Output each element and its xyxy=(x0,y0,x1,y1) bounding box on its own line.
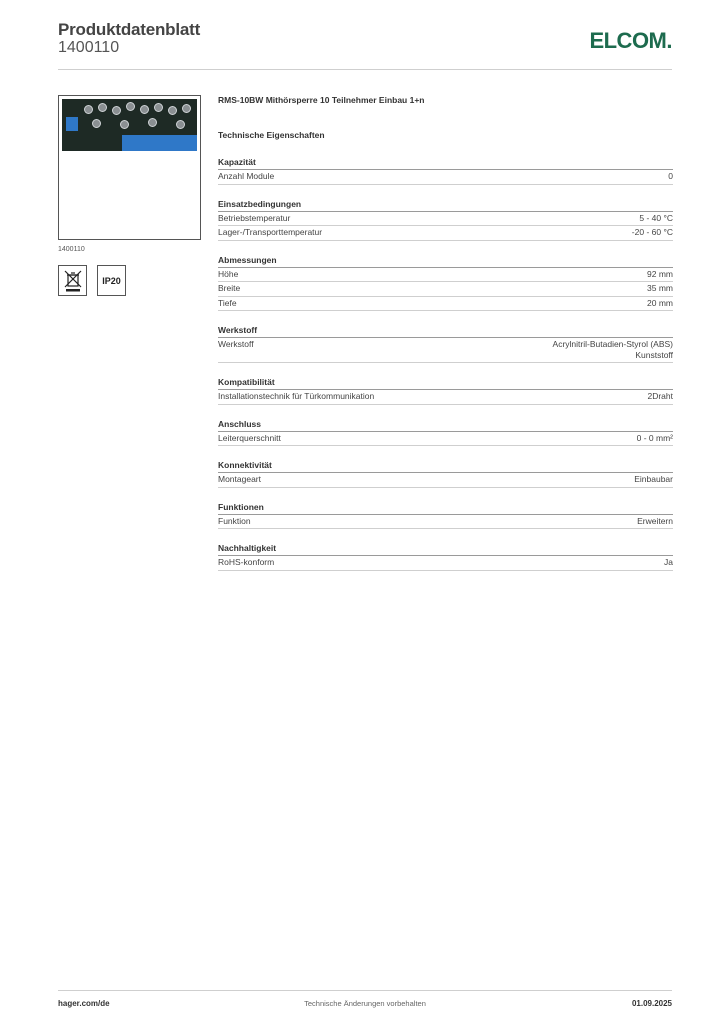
property-row xyxy=(218,556,673,571)
property-value-line: 92 mm xyxy=(647,268,673,279)
product-name: RMS-10BW Mithörsperre 10 Teilnehmer Einbau 1+n xyxy=(218,95,425,105)
property-group xyxy=(218,501,673,530)
circuit-board-image xyxy=(62,99,197,151)
property-row xyxy=(218,226,673,241)
property-label: Werkstoff xyxy=(218,339,254,349)
property-row xyxy=(218,338,673,363)
property-group xyxy=(218,542,673,571)
property-label: Installationstechnik für Türkommunikation xyxy=(218,391,375,401)
property-value-line: 2Draht xyxy=(647,391,673,401)
group-title: Einsatzbedingungen xyxy=(218,198,673,212)
ip-rating-badge xyxy=(97,265,126,296)
property-value xyxy=(647,391,673,402)
property-groups xyxy=(218,156,673,571)
property-value-line: Ja xyxy=(664,557,673,567)
property-row xyxy=(218,432,673,447)
property-value xyxy=(647,298,673,309)
property-value-line: Acrylnitril-Butadien-Styrol (ABS) xyxy=(552,339,673,349)
footer-website: hager.com/de xyxy=(58,999,110,1008)
property-value-line: 35 mm xyxy=(647,283,673,293)
property-row xyxy=(218,473,673,488)
property-row xyxy=(218,297,673,312)
product-image xyxy=(58,95,201,240)
article-number: 1400110 xyxy=(58,39,120,56)
property-group xyxy=(218,254,673,312)
brand-logo: ELCOM. xyxy=(589,28,672,53)
property-value xyxy=(664,557,673,568)
group-title: Werkstoff xyxy=(218,324,673,338)
property-value-line: 0 - 0 mm² xyxy=(636,432,673,443)
property-row xyxy=(218,515,673,530)
document-title: Produktdatenblatt xyxy=(58,20,201,39)
property-label: RoHS-konform xyxy=(218,557,275,567)
weee-crossed-bin-icon xyxy=(58,265,87,296)
property-value xyxy=(637,433,673,444)
group-title: Kompatibilität xyxy=(218,376,673,390)
property-row xyxy=(218,212,673,227)
property-value xyxy=(647,283,673,294)
product-sidebar xyxy=(58,95,201,296)
certification-icons xyxy=(58,265,201,296)
property-label: Leiterquerschnitt xyxy=(218,432,281,443)
property-value xyxy=(668,171,673,182)
ip-rating-label: IP20 xyxy=(102,275,121,286)
property-value xyxy=(634,474,673,485)
property-value xyxy=(553,339,673,360)
property-label: Anzahl Module xyxy=(218,171,275,181)
page-footer xyxy=(58,990,672,1014)
property-group xyxy=(218,156,673,185)
section-heading: Technische Eigenschaften xyxy=(218,130,325,140)
specifications xyxy=(218,95,673,571)
property-group xyxy=(218,376,673,405)
property-value-line: 20 mm xyxy=(647,297,673,308)
property-value-line: -20 - 60 °C xyxy=(631,227,673,237)
group-title: Abmessungen xyxy=(218,254,673,268)
property-value xyxy=(632,227,673,238)
group-title: Funktionen xyxy=(218,501,673,515)
property-row xyxy=(218,390,673,405)
group-title: Anschluss xyxy=(218,418,673,432)
property-label: Tiefe xyxy=(218,297,237,308)
group-title: Kapazität xyxy=(218,156,673,170)
property-label: Höhe xyxy=(218,268,239,279)
footer-date: 01.09.2025 xyxy=(631,999,672,1008)
property-value xyxy=(647,269,673,280)
property-value-line: 0 xyxy=(668,171,673,181)
property-label: Lager-/Transporttemperatur xyxy=(218,227,323,237)
property-value-line: Einbaubar xyxy=(634,474,673,484)
property-group xyxy=(218,459,673,488)
group-title: Konnektivität xyxy=(218,459,673,473)
property-group xyxy=(218,324,673,363)
property-value-line: Kunststoff xyxy=(635,349,673,360)
group-title: Nachhaltigkeit xyxy=(218,542,673,556)
footer-disclaimer: Technische Änderungen vorbehalten xyxy=(304,999,426,1008)
property-value-line: Erweitern xyxy=(637,515,673,526)
property-row xyxy=(218,268,673,283)
property-row xyxy=(218,170,673,185)
property-row xyxy=(218,282,673,297)
image-caption: 1400110 xyxy=(58,246,85,253)
property-label: Breite xyxy=(218,283,241,293)
property-label: Funktion xyxy=(218,515,251,526)
property-group xyxy=(218,418,673,447)
property-group xyxy=(218,198,673,241)
property-value-line: 5 - 40 °C xyxy=(639,212,673,223)
page-header xyxy=(58,20,672,70)
property-label: Montageart xyxy=(218,474,261,484)
property-value xyxy=(637,516,673,527)
property-label: Betriebstemperatur xyxy=(218,212,291,223)
property-value xyxy=(639,213,673,224)
